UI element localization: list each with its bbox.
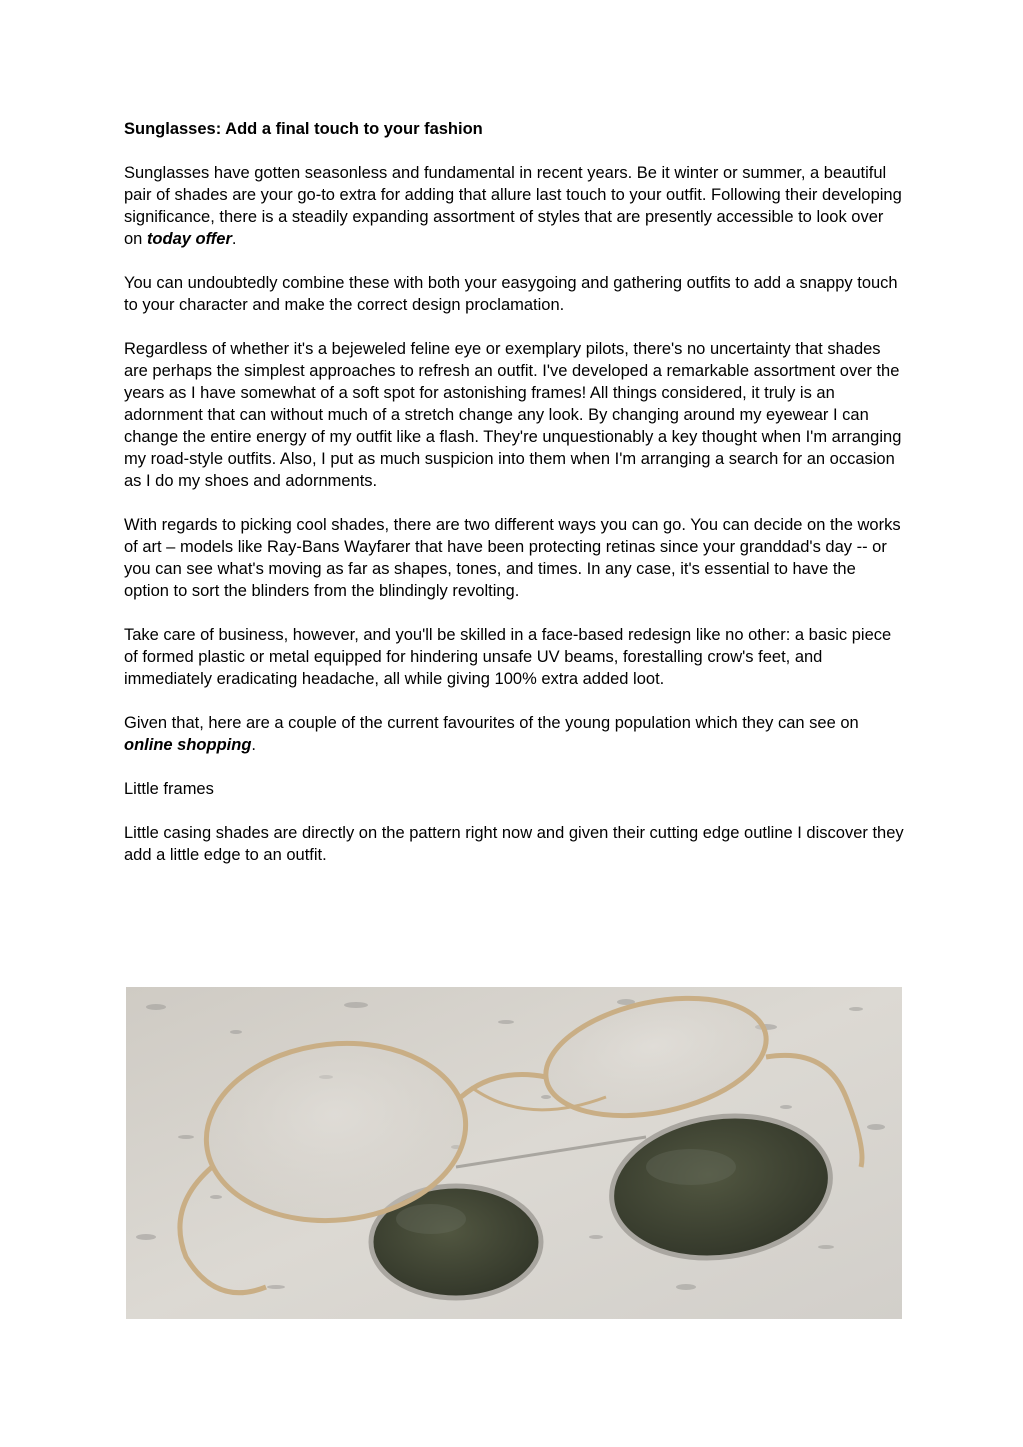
- online-shopping-link[interactable]: online shopping: [124, 736, 252, 754]
- paragraph-combine: You can undoubtedly combine these with both your easygoing and gathering outfits to add a snappy touch to your character and make the correct design proclamation.: [124, 274, 898, 314]
- paragraph-favourites-text: Given that, here are a couple of the current favourites of the young population which they can see on: [124, 714, 859, 732]
- section-heading-little-frames: Little frames: [124, 780, 214, 798]
- paragraph-little-casing: Little casing shades are directly on the pattern right now and given their cutting edge outline I discover they add a little edge to an outfit.: [124, 824, 904, 864]
- sunglasses-photo: [126, 987, 902, 1319]
- paragraph-assortment: Regardless of whether it's a bejeweled feline eye or exemplary pilots, there's no uncertainty that shades are perhaps the simplest approaches to refresh an outfit. I've developed a remarkable assortment over the years as I have somewhat of a soft spot for astonishing frames! All things considered, it truly is an adornment that can without much of a stretch change any look. By changing around my eyewear I can change the entire energy of my outfit like a flash. They're unquestionably a key thought when I'm arranging my road-style outfits. Also, I put as much suspicion into them when I'm arranging a search for an occasion as I do my shoes and adornments.: [124, 340, 902, 490]
- paragraph-intro-end: .: [231, 230, 237, 248]
- paragraph-intro-text: Sunglasses have gotten seasonless and fundamental in recent years. Be it winter or summer, a beautiful pair of shades are your go-to extra for adding that allure last touch to your outfit. Following their developing significance, there is a steadily expanding assortment of styles that are presently accessible to look over on: [124, 164, 902, 248]
- paragraph-business: Take care of business, however, and you'll be skilled in a face-based redesign like no other: a basic piece of formed plastic or metal equipped for hindering unsafe UV beams, forestalling crow's feet, and immediately eradicating headache, all while giving 100% extra added loot.: [124, 626, 892, 688]
- today-offer-link[interactable]: today offer: [146, 230, 232, 248]
- document-page: [124, 118, 904, 888]
- paragraph-picking: With regards to picking cool shades, there are two different ways you can go. You can decide on the works of art – models like Ray-Bans Wayfarer that have been protecting retinas since your granddad's day -- or you can see what's moving as far as shapes, tones, and times. In any case, it's essential to have the option to sort the blinders from the blindingly revolting.: [124, 516, 901, 600]
- paragraph-favourites: [124, 712, 904, 756]
- paragraph-favourites-end: .: [251, 736, 256, 754]
- paragraph-intro: [124, 162, 904, 250]
- article-title: Sunglasses: Add a final touch to your fashion: [124, 120, 483, 138]
